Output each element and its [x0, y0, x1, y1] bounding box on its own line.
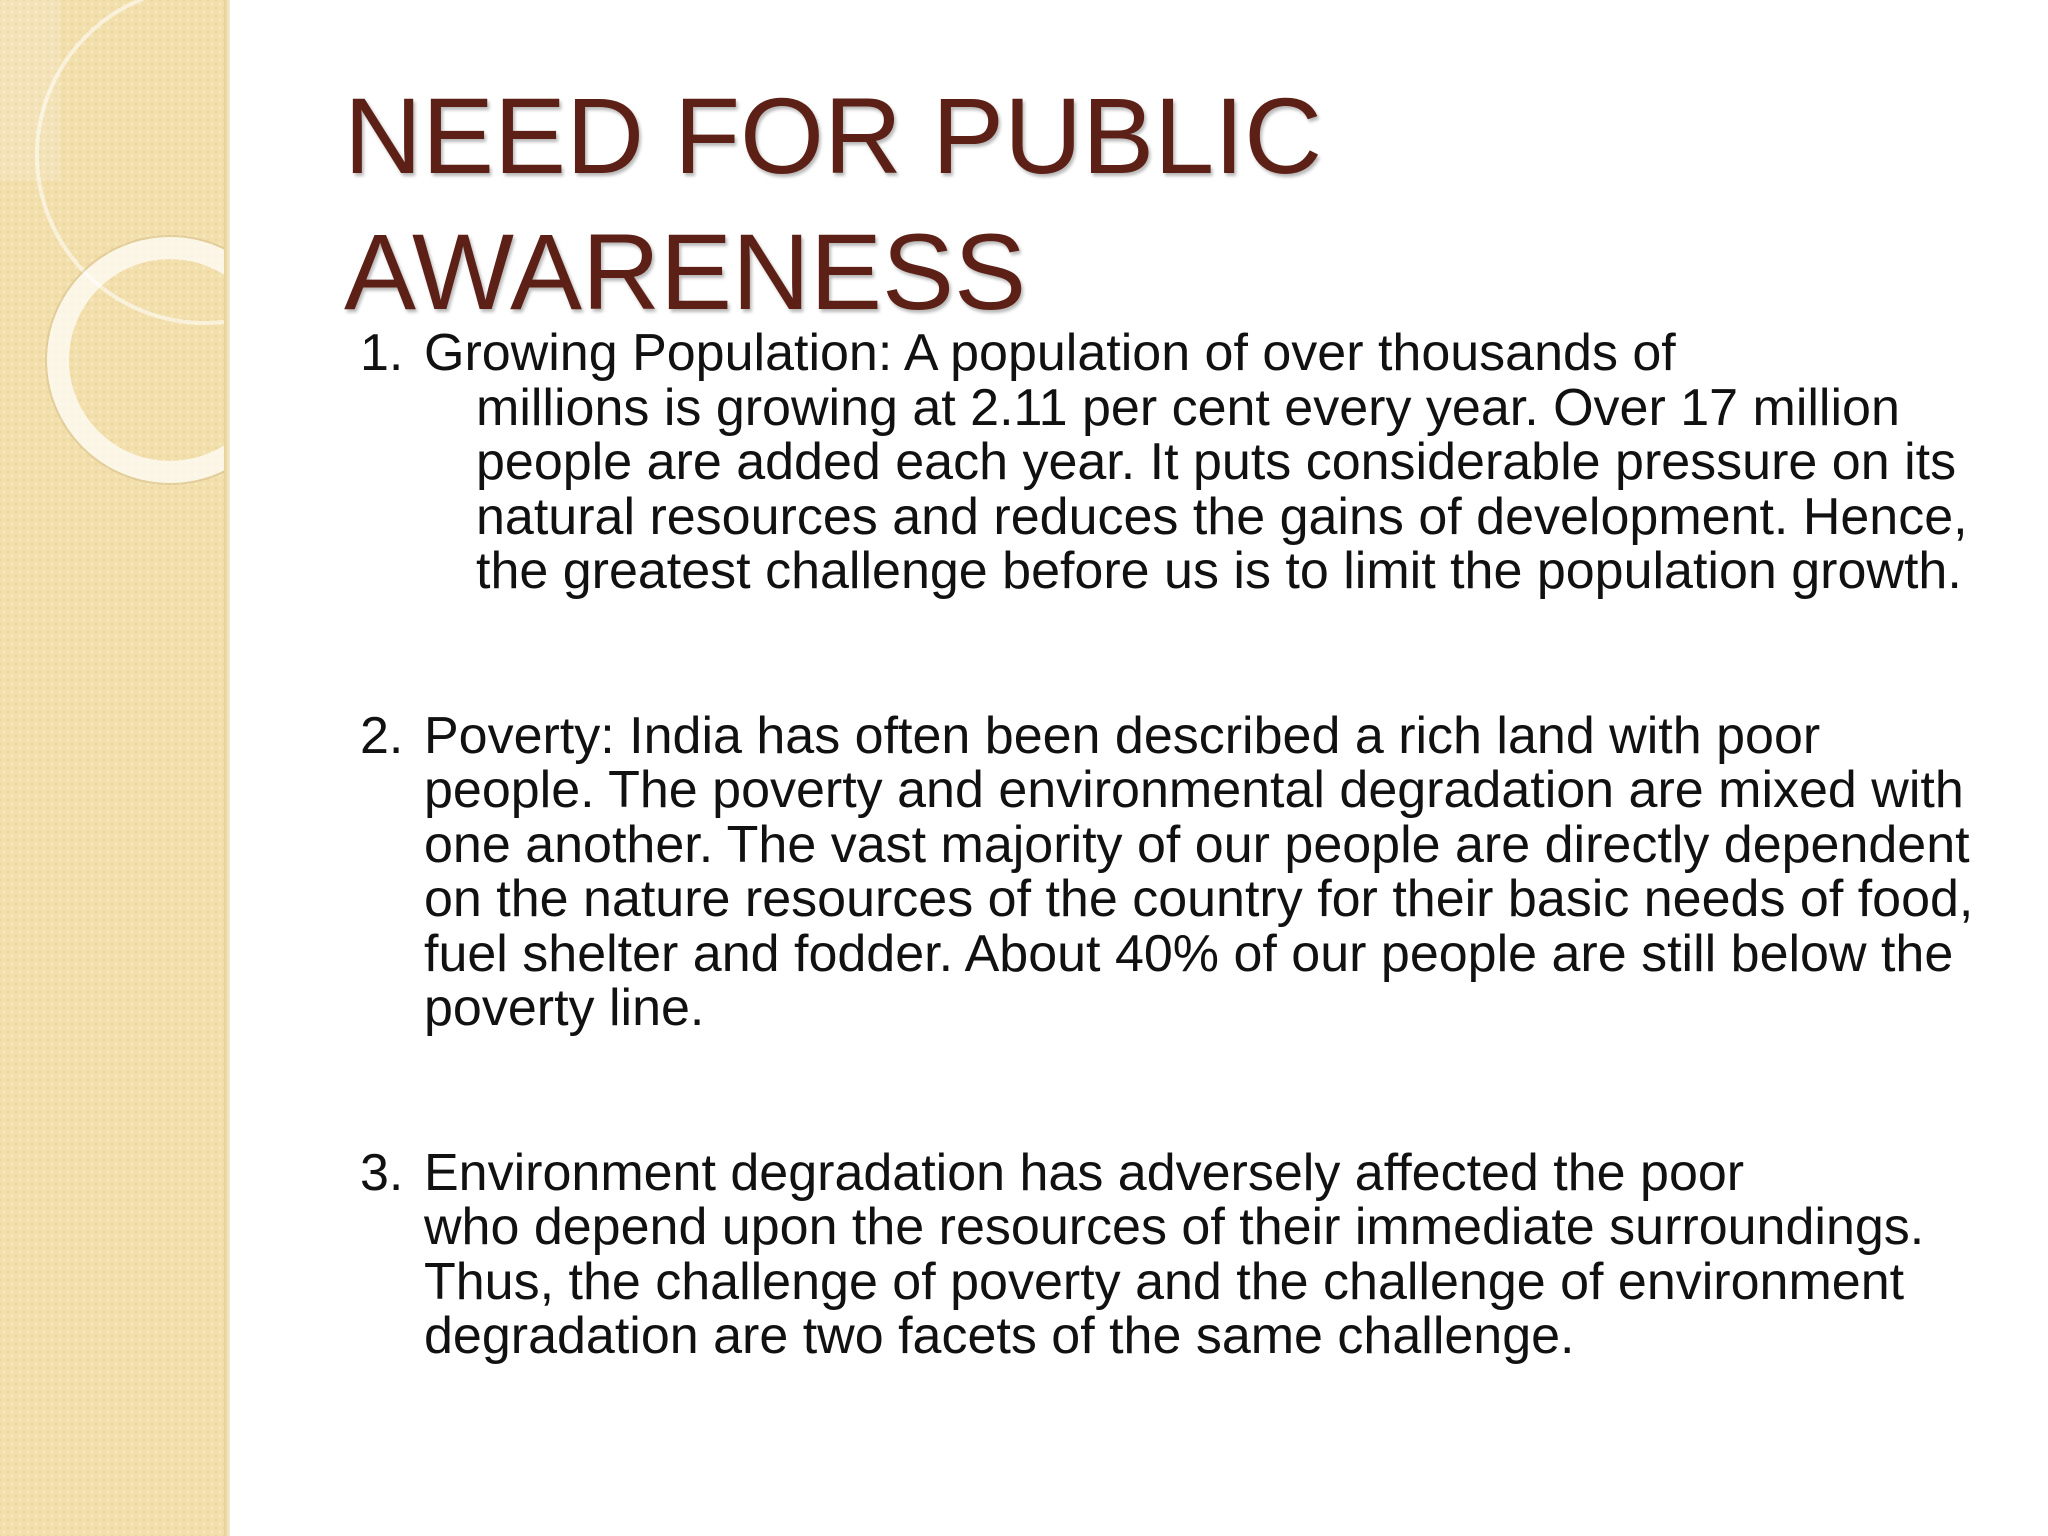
list-item [360, 326, 1980, 599]
decorative-sidebar [0, 0, 228, 1536]
numbered-list [360, 326, 1980, 1474]
title-line-2: AWARENESS [344, 211, 1027, 332]
item-first-line: Growing Population: A population of over thousands of [424, 324, 1676, 382]
item-number: 2. [360, 706, 404, 765]
list-item [360, 706, 1980, 1037]
item-number: 3. [360, 1143, 404, 1202]
decorative-circles [0, 0, 228, 1536]
list-item [360, 1143, 1980, 1365]
item-body: who depend upon the resources of their immediate surroundings. Thus, the challenge of poverty and the challenge of environment degradation are two facets of the same challenge. [424, 1198, 1925, 1365]
item-body: millions is growing at 2.11 per cent every year. Over 17 million people are added each year. It puts considerable pressure on its natural resources and reduces the gains of development. Hence, the greatest challenge before us is to limit the population growth. [476, 378, 1968, 600]
item-number: 1. [360, 324, 404, 382]
sidebar-edge [224, 0, 230, 1536]
title-line-1: NEED FOR PUBLIC [344, 75, 1323, 196]
item-first-line: Environment degradation has adversely affected the poor [424, 1143, 1745, 1202]
slide-title [344, 68, 1944, 340]
item-body: people. The poverty and environmental degradation are mixed with one another. The vast majority of our people are directly dependent on the nature resources of the country for their basic needs of food, fuel shelter and fodder. About 40% of our people are still below the poverty line. [424, 761, 1974, 1037]
item-first-line: Poverty: India has often been described a rich land with poor [424, 706, 1821, 765]
